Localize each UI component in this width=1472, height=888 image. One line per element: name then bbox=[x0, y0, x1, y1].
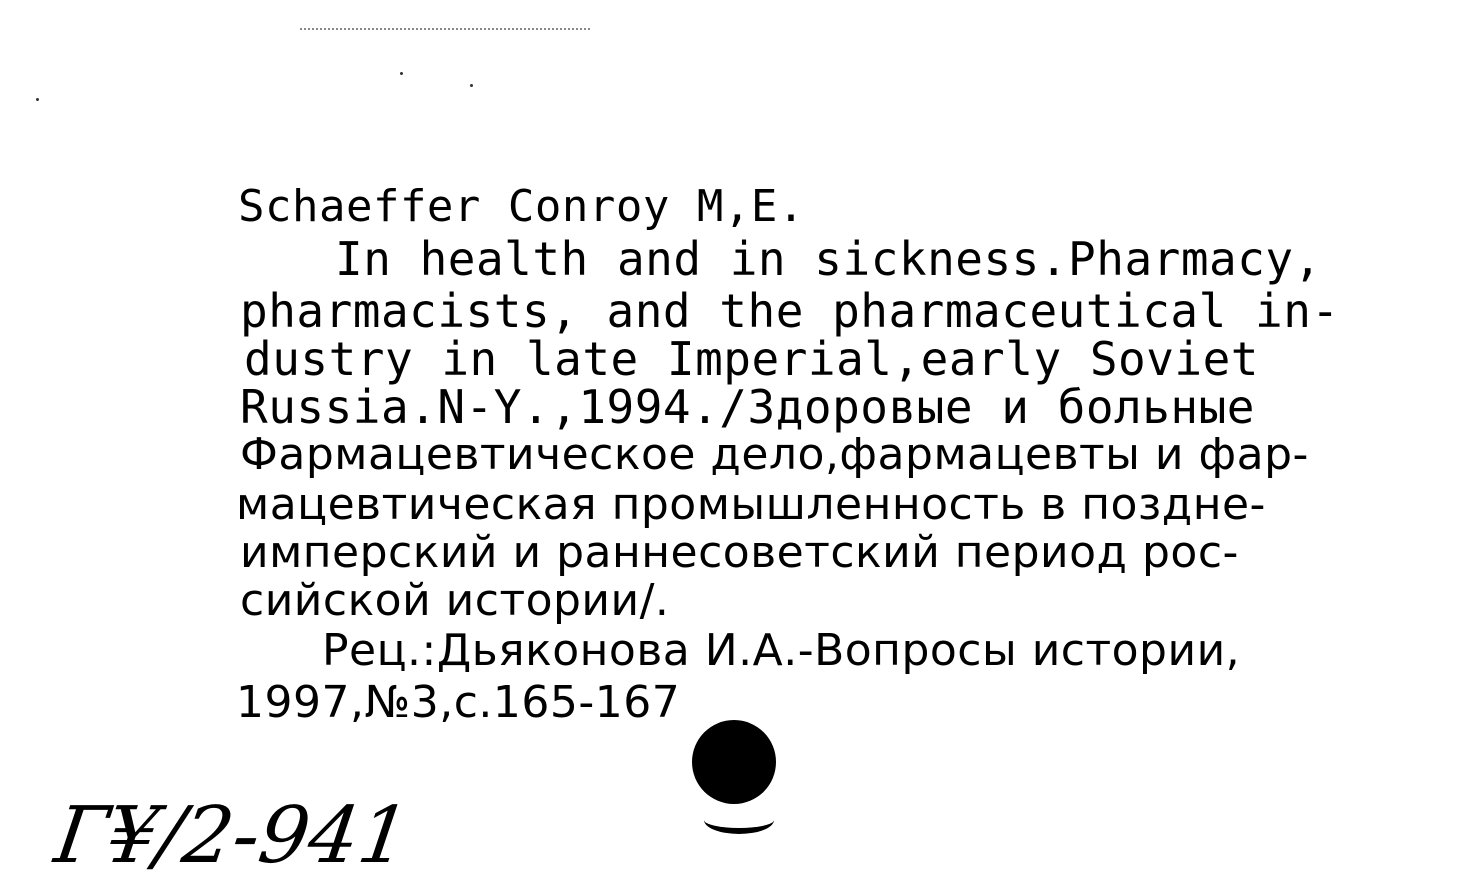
card-line-8: сийской истории/. bbox=[240, 575, 670, 626]
card-line-10: 1997,№3,с.165-167 bbox=[236, 677, 681, 728]
card-line-9: Рец.:Дьяконова И.А.-Вопросы истории, bbox=[322, 625, 1241, 676]
card-line-3: dustry in late Imperial,early Soviet bbox=[244, 332, 1259, 386]
card-author: Schaeffer Conroy M,E. bbox=[238, 181, 805, 232]
punch-hole-shadow bbox=[704, 806, 774, 834]
top-smudge bbox=[300, 28, 590, 32]
speck bbox=[470, 84, 473, 87]
speck bbox=[36, 98, 39, 101]
card-line-2: pharmacists, and the pharmaceutical in- bbox=[240, 284, 1340, 338]
card-line-4: Russia.N-Y.,1994./Здоровые и больные bbox=[240, 380, 1255, 434]
card-line-7: имперский и раннесоветский период рос- bbox=[240, 527, 1239, 578]
card-line-6: мацевтическая промышленность в поздне- bbox=[236, 479, 1266, 530]
card-line-5: Фармацевтическое дело,фармацевты и фар- bbox=[240, 429, 1309, 480]
handwritten-shelf-code: Г¥/2-941 bbox=[49, 791, 415, 881]
card-line-1: In health and in sickness.Pharmacy, bbox=[335, 232, 1322, 286]
speck bbox=[400, 72, 403, 75]
punch-hole-icon bbox=[692, 720, 776, 804]
